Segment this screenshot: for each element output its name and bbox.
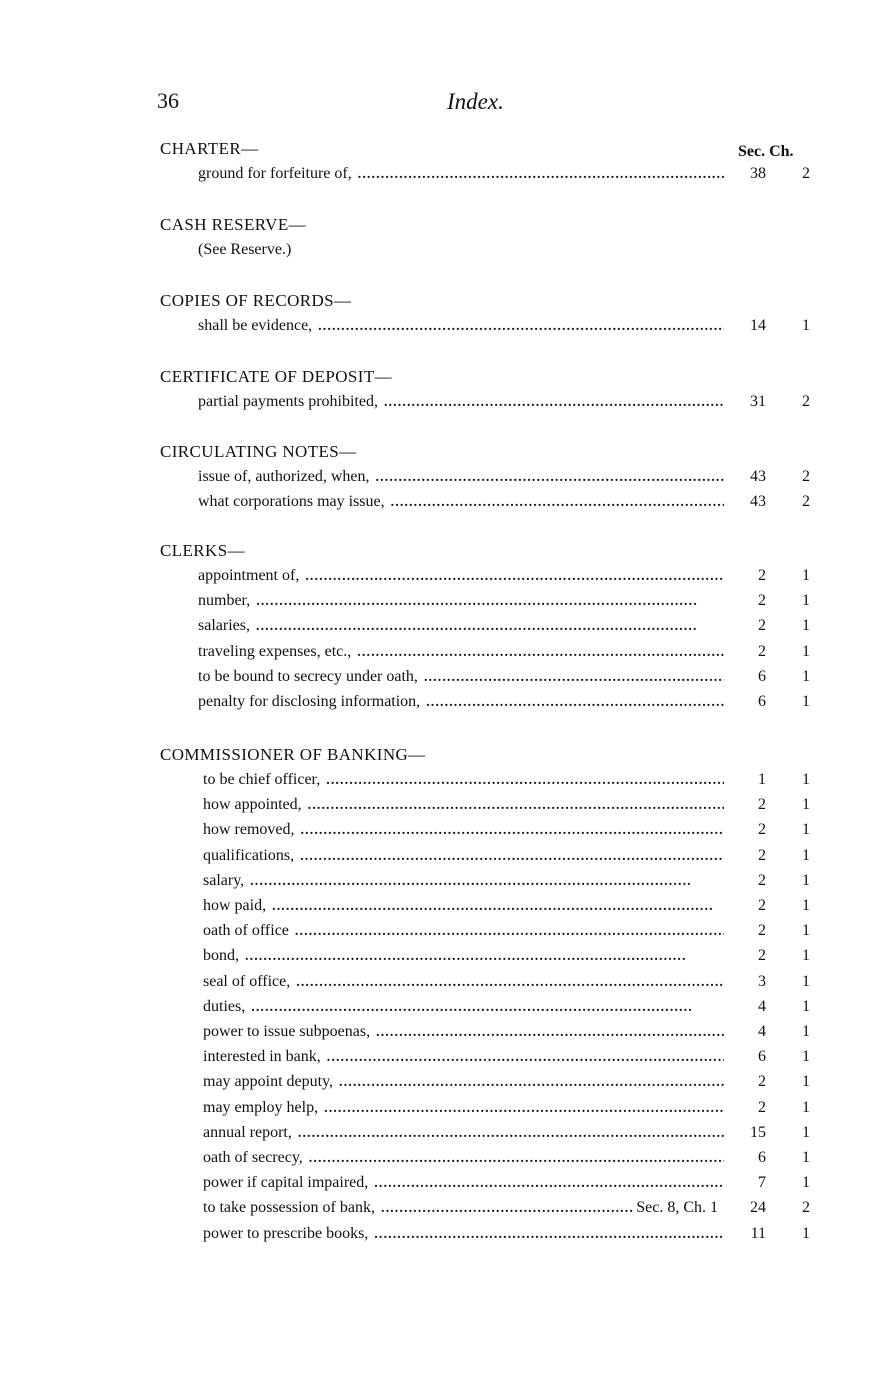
section-heading: CASH RESERVE— [160,215,306,234]
dot-leader [381,1201,634,1217]
chapter-number: 2 [802,493,810,511]
dot-leader [357,645,724,661]
dot-leader [308,798,724,814]
entry-text: number, [198,592,251,610]
dot-leader [426,695,724,711]
entry-text: oath of office [203,922,289,940]
section-number: 7 [758,1174,766,1192]
section-number: 6 [758,693,766,710]
chapter-number: 2 [802,1199,810,1217]
section-number: 24 [750,1199,766,1217]
index-entry [203,847,810,871]
chapter-number: 2 [802,393,810,410]
chapter-number: 1 [802,821,810,839]
entry-text: duties, [203,997,246,1015]
section-heading: COMMISSIONER OF BANKING— [160,745,426,764]
entry-text: salary, [203,871,245,889]
dot-leader [305,569,724,585]
section-number: 2 [758,617,766,635]
index-entry [203,872,810,896]
section-number: 2 [758,796,766,814]
chapter-number: 1 [802,693,810,710]
dot-leader [376,1025,724,1041]
section-number: 15 [750,1123,766,1141]
chapter-number: 1 [802,771,810,788]
section-number: 2 [758,1098,766,1116]
column-headers: Sec. Ch. [738,143,794,160]
dot-leader [295,924,724,940]
dot-leader [384,395,724,411]
index-entry [198,617,810,641]
chapter-number: 2 [802,165,810,182]
dot-leader [250,874,724,890]
chapter-number: 1 [802,567,810,584]
index-entry [203,1174,810,1198]
entry-text: to take possession of bank, [203,1199,375,1217]
chapter-number: 1 [802,922,810,940]
section-number: 43 [750,468,766,485]
dot-leader [298,1126,724,1142]
section-number: 2 [758,897,766,914]
index-entry [198,567,810,591]
section-number: 3 [758,972,766,990]
entry-text: seal of office, [203,972,291,990]
section-number: 38 [750,165,766,182]
index-entry [203,1099,810,1123]
chapter-number: 1 [802,871,810,889]
entry-text: to be chief officer, [203,771,321,788]
entry-text: partial payments prohibited, [198,393,378,410]
entry-text: ground for forfeiture of, [198,165,352,182]
entry-text: interested in bank, [203,1048,321,1066]
chapter-number: 1 [802,796,810,814]
chapter-number: 1 [802,642,810,660]
chapter-number: 1 [802,846,810,864]
entry-text: may appoint deputy, [203,1073,334,1091]
index-entry [198,643,810,667]
section-number: 2 [758,567,766,584]
entry-text: oath of secrecy, [203,1149,303,1166]
section-heading: CLERKS— [160,541,245,560]
index-entry [203,1199,810,1223]
dot-leader [376,470,724,486]
dot-leader [391,495,724,511]
section-number: 6 [758,667,766,685]
section-heading: CIRCULATING NOTES— [160,442,357,461]
chapter-number: 1 [802,1224,810,1242]
dot-leader [245,949,724,965]
section-number: 2 [758,922,766,940]
running-head: Index. [447,89,504,114]
index-entry [203,1149,810,1173]
section-number: 2 [758,871,766,889]
index-entry [203,947,810,971]
chapter-number: 1 [802,1174,810,1192]
entry-text: shall be evidence, [198,317,313,334]
chapter-number: 1 [802,617,810,635]
section-number: 2 [758,592,766,610]
entry-text: power to issue subpoenas, [203,1023,371,1040]
chapter-number: 1 [802,897,810,914]
section-number: 14 [750,317,766,334]
dot-leader [324,1101,724,1117]
page-number: 36 [157,88,179,113]
dot-leader [327,1050,724,1066]
index-entry [198,241,810,265]
index-entry [198,317,810,341]
entry-text: bond, [203,947,239,965]
section-number: 4 [758,1023,766,1040]
chapter-number: 1 [802,947,810,965]
chapter-number: 1 [802,997,810,1015]
index-entry [203,1048,810,1072]
section-number: 31 [750,393,766,410]
section-number: 2 [758,947,766,965]
dot-leader [309,1151,724,1167]
chapter-number: 1 [802,667,810,685]
entry-text: power if capital impaired, [203,1174,369,1192]
dot-leader [251,1000,724,1016]
entry-text: appointment of, [198,567,300,584]
dot-leader [326,773,724,789]
entry-text: power to prescribe books, [203,1224,369,1242]
cross-reference-note: Sec. 8, Ch. 1 [636,1199,718,1217]
section-number: 2 [758,846,766,864]
section-heading: CERTIFICATE OF DEPOSIT— [160,367,393,386]
dot-leader [300,849,724,865]
index-entry [198,393,810,417]
entry-text: issue of, authorized, when, [198,468,370,485]
section-number: 4 [758,997,766,1015]
index-entry [198,165,810,189]
section-number: 11 [750,1224,766,1242]
entry-text: traveling expenses, etc., [198,642,352,660]
dot-leader [339,1075,724,1091]
section-heading: CHARTER— [160,139,259,158]
index-entry [203,922,810,946]
index-entry [203,771,810,795]
section-number: 1 [758,771,766,788]
dot-leader [301,823,724,839]
section-number: 6 [758,1048,766,1066]
index-entry [198,668,810,692]
index-entry [203,973,810,997]
dot-leader [272,899,724,915]
chapter-number: 1 [802,1098,810,1116]
index-entry [198,468,810,492]
entry-text: how paid, [203,897,267,914]
index-entry [203,897,810,921]
entry-text: what corporations may issue, [198,493,385,511]
section-number: 2 [758,642,766,660]
entry-text: how appointed, [203,796,302,814]
entry-text: (See Reserve.) [198,241,292,258]
entry-text: annual report, [203,1123,292,1141]
index-entry [203,1225,810,1249]
index-entry [203,1023,810,1047]
section-heading: COPIES OF RECORDS— [160,291,352,310]
dot-leader [358,167,724,183]
chapter-number: 1 [802,1048,810,1066]
dot-leader [374,1227,724,1243]
dot-leader [256,619,724,635]
index-entry [203,1073,810,1097]
chapter-number: 1 [802,1023,810,1040]
index-entry [203,1124,810,1148]
chapter-number: 1 [802,592,810,610]
section-number: 6 [758,1149,766,1166]
dot-leader [318,319,724,335]
index-entry [198,493,810,517]
index-entry [198,592,810,616]
entry-text: may employ help, [203,1098,319,1116]
dot-leader [374,1176,724,1192]
index-entry [203,796,810,820]
chapter-number: 1 [802,1149,810,1166]
dot-leader [424,670,724,686]
entry-text: how removed, [203,821,295,839]
index-entry [198,693,810,717]
dot-leader [256,594,724,610]
section-number: 2 [758,1073,766,1091]
entry-text: salaries, [198,617,250,635]
chapter-number: 1 [802,317,810,334]
entry-text: penalty for disclosing information, [198,693,421,710]
section-number: 43 [750,493,766,511]
entry-text: qualifications, [203,846,295,864]
chapter-number: 1 [802,972,810,990]
chapter-number: 2 [802,468,810,485]
chapter-number: 1 [802,1073,810,1091]
index-entry [203,998,810,1022]
dot-leader [296,975,724,991]
index-entry [203,821,810,845]
section-number: 2 [758,821,766,839]
entry-text: to be bound to secrecy under oath, [198,667,418,685]
chapter-number: 1 [802,1123,810,1141]
